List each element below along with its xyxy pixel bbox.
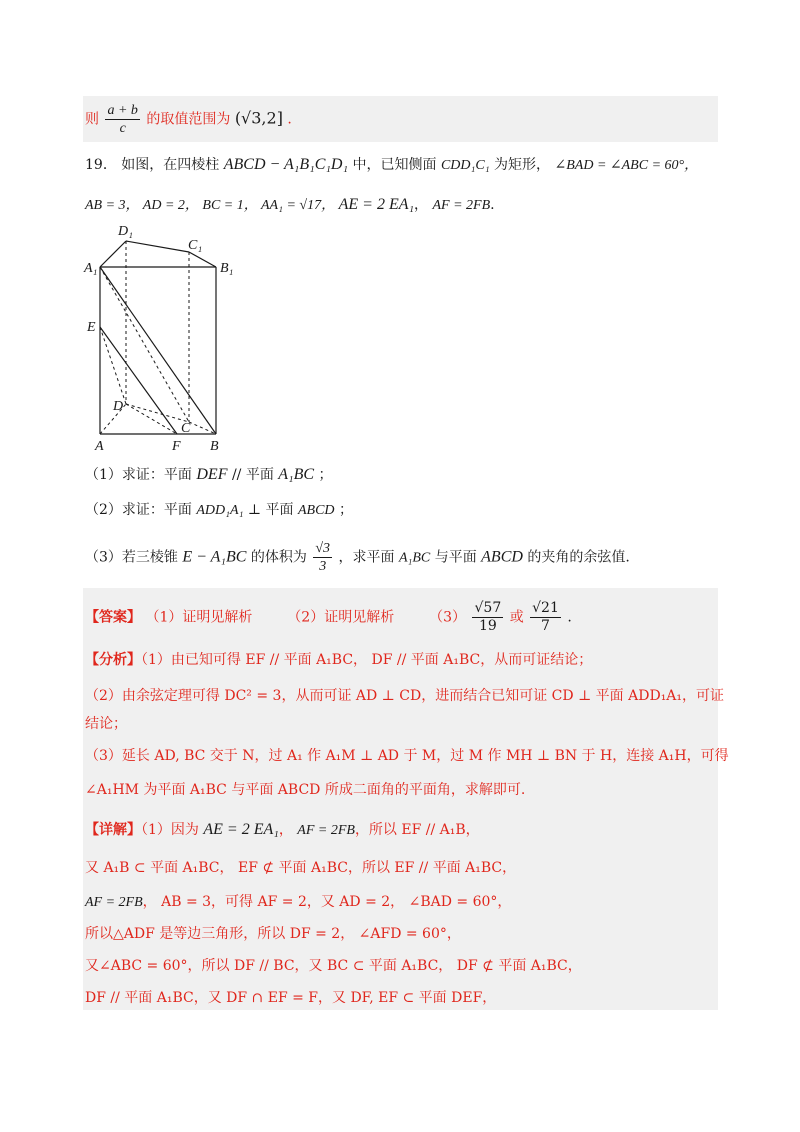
question-2 bbox=[85, 500, 353, 521]
q1-end: ； bbox=[318, 467, 333, 483]
q2-mid: ⊥ 平面 bbox=[247, 502, 294, 518]
top-answer-line bbox=[85, 102, 292, 137]
top-fraction bbox=[105, 102, 139, 137]
answer-line bbox=[85, 600, 572, 635]
label-f: F bbox=[172, 439, 181, 454]
edge-e-d bbox=[100, 327, 126, 404]
detail-l1-c: ，所以 EF // A₁B， bbox=[354, 822, 480, 838]
problem-intro2: 中，已知侧面 bbox=[352, 157, 437, 173]
q2-label: （2）求证：平面 bbox=[85, 502, 192, 518]
q3-label: （3）若三棱锥 bbox=[85, 549, 178, 566]
top-middle: 的取值范围为 bbox=[146, 111, 231, 128]
top-end: . bbox=[287, 111, 292, 128]
analysis-tag: 【分析】 bbox=[85, 652, 141, 668]
label-a: A bbox=[95, 439, 104, 454]
detail-vec2: AF = 2FB bbox=[297, 823, 355, 838]
edge-c1-b1 bbox=[189, 252, 216, 267]
problem-prism: ABCD − A₁B₁C₁D₁ bbox=[223, 156, 349, 173]
edge-a1-d1 bbox=[100, 241, 126, 267]
detail-vec1: AE = 2 EA₁ bbox=[203, 821, 279, 838]
label-d: D bbox=[113, 399, 124, 414]
question-3 bbox=[85, 540, 630, 575]
analysis-l1: （1）由已知可得 EF // 平面 A₁BC， DF // 平面 A₁BC，从而可证结论； bbox=[141, 652, 593, 668]
detail-l1-a: （1）因为 bbox=[141, 822, 199, 838]
q1-label: （1）求证：平面 bbox=[85, 467, 192, 483]
detail-l6: DF // 平面 A₁BC，又 DF ∩ EF = F，又 DF, EF ⊂ 平面 DEF， bbox=[85, 990, 497, 1006]
detail-line-6 bbox=[85, 988, 496, 1008]
answer-v1-den: 19 bbox=[478, 618, 497, 634]
answer-p2: （2）证明见解析 bbox=[287, 609, 395, 626]
q3-math: E − A₁BC bbox=[182, 548, 247, 566]
detail-line-5 bbox=[85, 956, 582, 976]
answer-v1-num: √57 bbox=[474, 600, 502, 616]
edge-e-f bbox=[100, 327, 177, 434]
edge-d-f bbox=[126, 404, 177, 434]
label-a1: A₁ bbox=[84, 261, 98, 276]
analysis-l2: （2）由余弦定理可得 DC² = 3，从而可证 AD ⊥ CD，进而结合已知可证 CD ⊥ 平面 ADD₁A₁，可证 bbox=[85, 688, 725, 704]
detail-l2: 又 A₁B ⊂ 平面 A₁BC， EF ⊄ 平面 A₁BC，所以 EF // 平面 A₁BC， bbox=[85, 860, 517, 876]
top-frac-den: c bbox=[119, 121, 126, 136]
q1-math: DEF bbox=[196, 466, 228, 483]
detail-tag: 【详解】 bbox=[85, 822, 141, 838]
detail-l5: 又∠ABC = 60°，所以 DF // BC，又 BC ⊂ 平面 A₁BC， DF ⊄ 平面 A₁BC， bbox=[85, 958, 582, 974]
q3-mid: 的体积为 bbox=[250, 549, 307, 566]
analysis-line-5 bbox=[85, 780, 525, 800]
answer-p3: （3） bbox=[429, 609, 467, 626]
problem-given: AB = 3， AD = 2， BC = 1， AA₁ = √17， bbox=[85, 198, 339, 213]
problem-intro3: 为矩形， bbox=[494, 157, 551, 173]
analysis-line-4 bbox=[85, 746, 729, 766]
problem-vec2: AF = 2FB bbox=[432, 198, 491, 213]
label-d1: D₁ bbox=[118, 224, 133, 239]
q1-mid: // 平面 bbox=[231, 467, 274, 483]
detail-line-2 bbox=[85, 858, 516, 878]
analysis-line-2 bbox=[85, 686, 724, 706]
problem-vector-ae bbox=[339, 196, 414, 213]
problem-line-1 bbox=[85, 155, 698, 176]
analysis-l3: 结论； bbox=[85, 716, 127, 732]
analysis-l4: （3）延长 AD, BC 交于 N，过 A₁ 作 A₁M ⊥ AD 于 M，过 M 作 MH ⊥ BN 于 H，连接 A₁H，可得 bbox=[85, 748, 729, 764]
label-c1: C₁ bbox=[188, 238, 203, 253]
answer-end: . bbox=[567, 609, 572, 626]
label-c: C bbox=[181, 421, 191, 436]
q2-math: ADD₁A₁ bbox=[196, 503, 244, 518]
answer-v2-num: √21 bbox=[532, 600, 559, 616]
answer-frac-1 bbox=[472, 600, 503, 635]
q3-fraction bbox=[313, 540, 332, 575]
top-frac-num: a + b bbox=[107, 103, 138, 118]
prism-figure bbox=[82, 222, 242, 457]
problem-face: CDD₁C₁ bbox=[440, 158, 490, 173]
label-b: B bbox=[210, 439, 219, 454]
q3-mid2: ，求平面 bbox=[338, 549, 395, 566]
top-range: (√3,2] bbox=[234, 108, 283, 128]
q3-math2: A₁BC bbox=[398, 550, 431, 566]
problem-angles: ∠BAD = ∠ABC = 60°， bbox=[554, 158, 699, 173]
q3-mid3: 与平面 bbox=[434, 549, 477, 566]
q2-math2: ABCD bbox=[297, 503, 335, 518]
detail-line-3 bbox=[85, 892, 511, 913]
detail-l3: ， AB = 3，可得 AF = 2，又 AD = 2， ∠BAD = 60°， bbox=[142, 894, 512, 910]
detail-l3-vec: AF = 2FB bbox=[85, 895, 143, 910]
q2-end: ； bbox=[338, 502, 353, 518]
problem-vec1: AE = 2 EA₁ bbox=[338, 196, 415, 213]
label-b1: B₁ bbox=[220, 261, 234, 276]
detail-line-4 bbox=[85, 924, 461, 944]
detail-l4: 所以△ADF 是等边三角形，所以 DF = 2， ∠AFD = 60°， bbox=[85, 926, 461, 942]
analysis-line-3 bbox=[85, 714, 127, 734]
answer-frac-2 bbox=[530, 600, 561, 635]
q3-frac-num: √3 bbox=[315, 541, 331, 556]
answer-or: 或 bbox=[509, 609, 524, 626]
label-e: E bbox=[87, 320, 96, 335]
analysis-l5: ∠A₁HM 为平面 A₁BC 与平面 ABCD 所成二面角的平面角，求解即可. bbox=[85, 782, 526, 798]
problem-line-2: AB = 3， AD = 2， BC = 1， AA₁ = √17， AE = 2 EA₁， AF = 2FB. bbox=[85, 196, 495, 213]
answer-v2-den: 7 bbox=[541, 618, 550, 634]
q3-frac-den: 3 bbox=[319, 559, 327, 574]
q1-math2: A₁BC bbox=[278, 466, 315, 483]
edge-d1-c1 bbox=[126, 241, 189, 252]
answer-p1: （1）证明见解析 bbox=[145, 609, 253, 626]
q3-end: 的夹角的余弦值. bbox=[527, 549, 630, 566]
detail-line-1 bbox=[85, 820, 480, 841]
q3-math3: ABCD bbox=[481, 548, 523, 566]
problem-number: 19． bbox=[85, 157, 117, 173]
answer-tag: 【答案】 bbox=[85, 609, 141, 626]
detail-l1-b: ， bbox=[278, 822, 293, 838]
top-prefix: 则 bbox=[85, 111, 99, 128]
analysis-line-1 bbox=[85, 650, 592, 670]
problem-intro: 如图，在四棱柱 bbox=[121, 157, 220, 173]
question-1 bbox=[85, 465, 333, 485]
problem-vector-af bbox=[433, 198, 491, 213]
